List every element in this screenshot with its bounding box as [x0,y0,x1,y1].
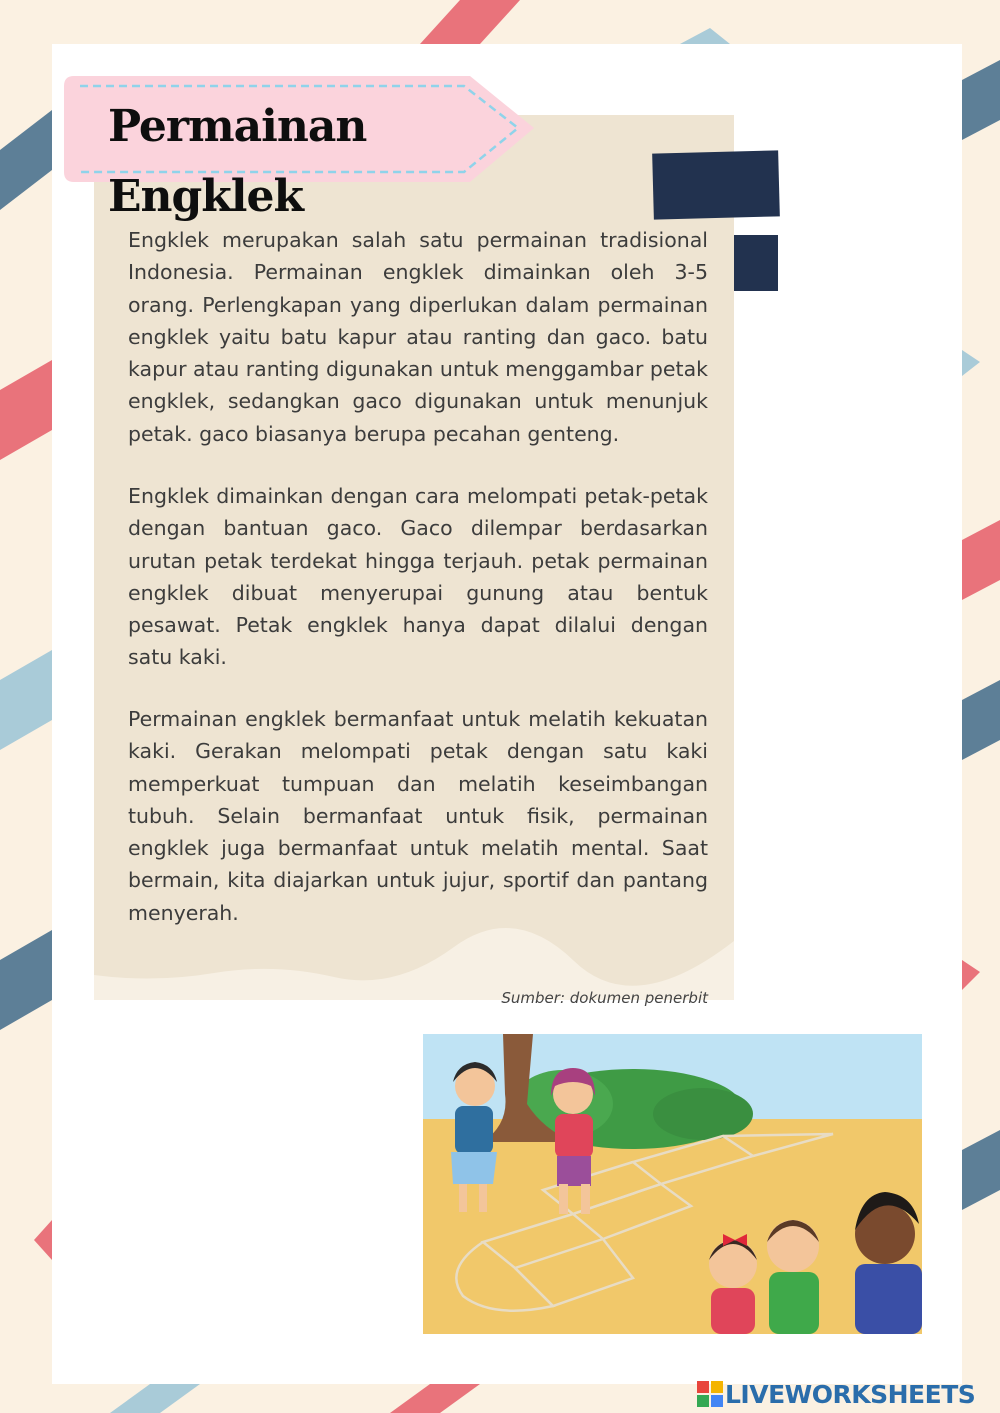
children-playing-engklek-illustration [423,1034,922,1334]
navy-tape-strip-small [734,235,778,291]
paragraph-benefits: Permainan engklek bermanfaat untuk melatih kekuatan kaki. Gerakan melompati petak dengan satu kaki memperkuat tumpuan dan melatih keseimbangan tubuh. Selain bermanfaat untuk fisik, permainan engklek juga bermanfaat untuk melatih mental. Saat bermain, kita diajarkan untuk jujur, sportif dan pantang menyerah. [128,707,708,925]
page-title: Permainan Engklek [108,101,367,222]
liveworksheets-logo-icon [697,1381,723,1407]
liveworksheets-wordmark: LIVEWORKSHEETS [725,1379,976,1409]
paragraph-introduction: Engklek merupakan salah satu permainan tradisional Indonesia. Permainan engklek dimainkan oleh 3-5 orang. Perlengkapan yang diperlukan dalam permainan engklek yaitu batu kapur atau ranting dan gaco. batu kapur atau ranting digunakan untuk menggambar petak engklek, sedangkan gaco digunakan untuk menunjuk petak. gaco biasanya berupa pecahan genteng. [128,228,708,446]
liveworksheets-brand [697,1376,975,1412]
paragraph-how-to-play: Engklek dimainkan dengan cara melompati petak-petak dengan bantuan gaco. Gaco dilempar berdasarkan urutan petak terdekat hingga terjauh. petak permainan engklek dibuat menyerupai gunung atau bentuk pesawat. Petak engklek hanya dapat dilalui dengan satu kaki. [128,484,708,670]
image-source-caption: Sumber: dokumen penerbit [501,989,708,1007]
navy-tape-strip [652,150,780,219]
